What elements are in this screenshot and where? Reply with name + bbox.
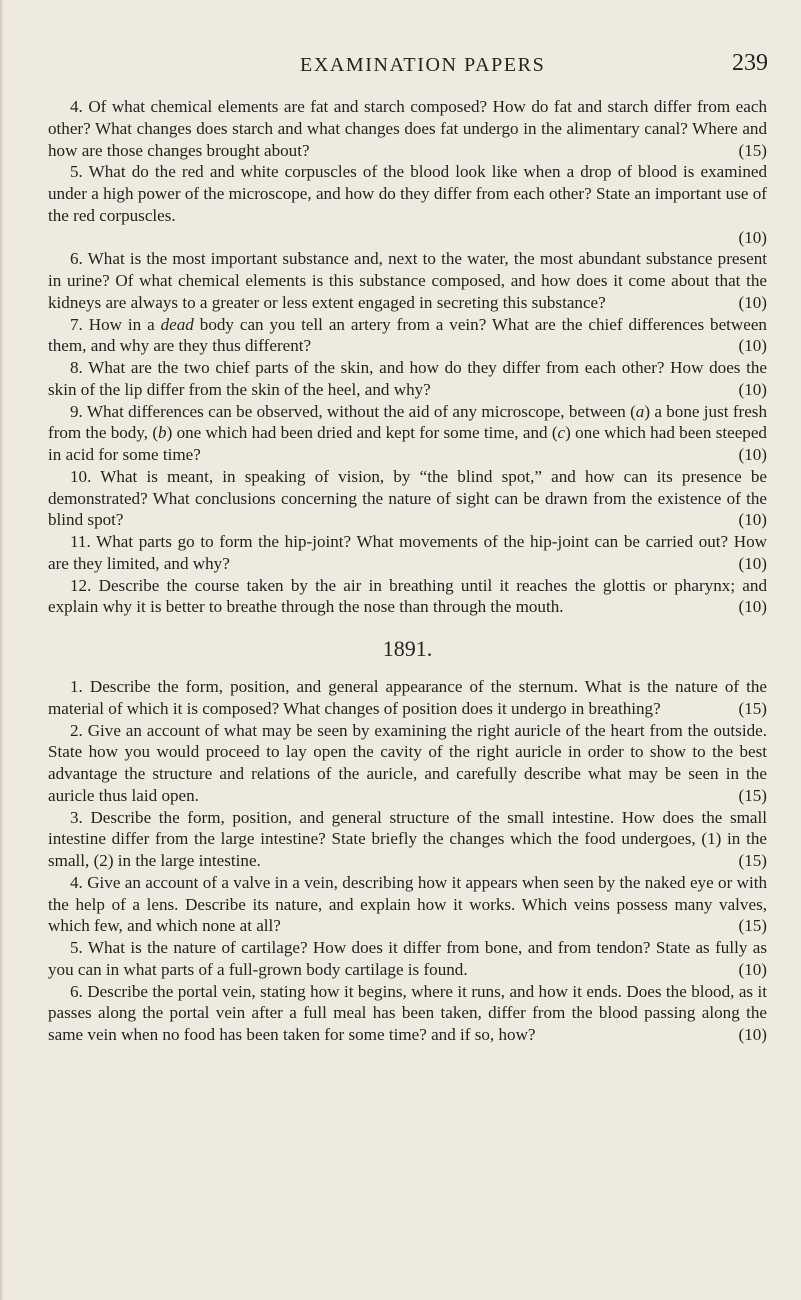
question-marks: (10)	[738, 1025, 767, 1044]
marks-wrap	[707, 292, 767, 314]
question-a-5	[48, 161, 767, 226]
question-b-3	[48, 807, 767, 872]
question-text: What do the red and white corpuscles of the blood look like when a drop of blood is examined under a high power of the microscope, and how do they differ from each other? State an important use of the red corpuscles.	[48, 162, 767, 225]
question-b-6	[48, 981, 767, 1046]
question-text: What parts go to form the hip-joint? What movements of the hip-joint can be carried out? How are they limited, and why?	[48, 532, 768, 573]
item-letter: b	[158, 423, 167, 443]
marks-wrap	[707, 379, 767, 401]
question-b-1	[48, 676, 767, 720]
question-text: Of what chemical elements are fat and starch composed? How do fat and starch differ from each other? What changes does starch and what changes does fat undergo in the alimentary canal? Where and how are those changes brought about?	[48, 97, 767, 160]
question-text: Describe the portal vein, stating how it begins, where it runs, and how it ends. Does the blood, as it passes along the portal vein after a full meal has been taken, differ from the blood passing along the same vein when no food has been taken for some time? and if so, how?	[48, 981, 767, 1044]
question-number: 1.	[70, 677, 83, 696]
marks-wrap	[707, 915, 767, 937]
year-heading: 1891.	[382, 636, 433, 661]
question-b-4	[48, 872, 767, 937]
question-number: 8.	[70, 358, 83, 377]
question-number: 6.	[70, 249, 83, 269]
question-marks: (10)	[738, 510, 767, 530]
question-text: Describe the form, position, and general appearance of the sternum. What is the nature of the material of which it is composed? What changes of position does it undergo in breathing?	[48, 677, 768, 718]
emphasis: dead	[160, 314, 194, 334]
question-number: 5.	[70, 162, 83, 182]
question-number: 2.	[70, 720, 83, 740]
item-letter: a	[635, 401, 645, 421]
question-number: 9.	[70, 401, 83, 421]
page-number: 239	[732, 50, 768, 76]
question-number: 6.	[70, 981, 83, 1001]
question-marks: (10)	[738, 379, 767, 399]
question-a-7	[48, 314, 767, 358]
marks-wrap	[707, 1024, 767, 1046]
question-number: 4.	[70, 872, 83, 892]
question-marks: (10)	[738, 227, 767, 247]
question-number: 7.	[70, 314, 83, 334]
marks-wrap	[707, 785, 767, 807]
question-text: Describe the form, position, and general structure of the small intestine. How does the small intestine differ from the large intestine? State briefly the changes which the food undergoes, (1) in the small, (2) in the large intestine.	[48, 807, 767, 870]
question-a-12	[48, 575, 767, 619]
question-text: ) one which had been dried and kept for some time, and (	[166, 423, 558, 443]
question-text: What differences can be observed, without the aid of any microscope, between (	[86, 401, 636, 421]
question-text: What is the nature of cartilage? How does it differ from bone, and from tendon? State as fully as you can in what parts of a full-grown body cartilage is found.	[48, 938, 767, 979]
question-marks: (15)	[738, 698, 767, 718]
question-marks: (10)	[738, 445, 767, 464]
marks-wrap	[707, 140, 767, 162]
marks-wrap	[707, 698, 767, 720]
question-number: 12.	[70, 575, 92, 595]
question-a-6	[48, 248, 767, 313]
question-number: 4.	[70, 97, 83, 116]
question-number: 11.	[70, 532, 91, 551]
question-marks: (10)	[738, 597, 767, 617]
question-a-9	[48, 401, 767, 466]
marks-wrap	[707, 850, 767, 872]
marks-wrap	[707, 335, 767, 357]
question-b-5	[48, 937, 767, 981]
question-marks: (10)	[738, 959, 767, 979]
question-b-2	[48, 720, 767, 807]
question-marks: (15)	[738, 851, 767, 870]
question-marks: (15)	[738, 140, 767, 160]
question-marks: (15)	[738, 916, 767, 936]
question-a-4	[48, 96, 767, 161]
question-a-8	[48, 357, 767, 401]
question-text: ) a bone just fresh from the body, (	[48, 401, 767, 443]
question-marks: (10)	[738, 336, 767, 356]
question-marks: (10)	[738, 553, 767, 573]
marks-wrap	[707, 553, 767, 575]
question-text-end: body can you tell an artery from a vein? What are the chief differences between them, and why are they thus different?	[48, 314, 767, 356]
question-marks: (10)	[738, 292, 767, 312]
question-text: What is the most important substance and, next to the water, the most abundant substance present in urine? Of what chemical elements is this substance composed, and how does it come about that the kidneys are always to a greater or less extent engaged in secreting this substance?	[48, 249, 768, 312]
question-a-11	[48, 531, 767, 575]
marks-wrap	[707, 509, 767, 531]
question-text: What are the two chief parts of the skin, and how do they differ from each other? How does the skin of the lip differ from the skin of the heel, and why?	[48, 358, 768, 399]
marks-wrap	[707, 959, 767, 981]
question-number: 10.	[70, 466, 92, 486]
question-text: Give an account of a valve in a vein, describing how it appears when seen by the naked eye or with the help of a lens. Describe its nature, and explain how it works. Which veins possess many valves, which few, and which none at all?	[48, 872, 767, 936]
question-a-10	[48, 466, 767, 531]
marks-wrap	[707, 596, 767, 618]
examination-text	[48, 96, 767, 1046]
item-letter: c	[557, 423, 566, 443]
question-text: Describe the course taken by the air in breathing until it reaches the glottis or pharynx; and explain why it is better to breathe through the nose than through the mouth.	[48, 575, 767, 617]
question-text: Give an account of what may be seen by examining the right auricle of the heart from the outside. State how you would proceed to lay open the cavity of the right auricle in order to show to the best advantage the structure and relations of the auricle, and carefully describe what may be seen in the auricle thus laid open.	[48, 720, 767, 805]
page-header	[0, 50, 801, 84]
question-text-start: How in a	[88, 314, 161, 334]
question-text: ) one which had been steeped in acid for some time?	[48, 423, 767, 464]
question-marks: (15)	[738, 785, 767, 805]
running-head: EXAMINATION PAPERS	[300, 54, 546, 76]
question-number: 3.	[70, 807, 83, 827]
question-text: What is meant, in speaking of vision, by “the blind spot,” and how can its presence be demonstrated? What conclusions concerning the nature of sight can be drawn from the existence of the blind spot?	[48, 466, 768, 530]
marks-wrap	[707, 444, 767, 466]
page-edge-shadow	[0, 0, 4, 1300]
question-number: 5.	[70, 938, 83, 957]
